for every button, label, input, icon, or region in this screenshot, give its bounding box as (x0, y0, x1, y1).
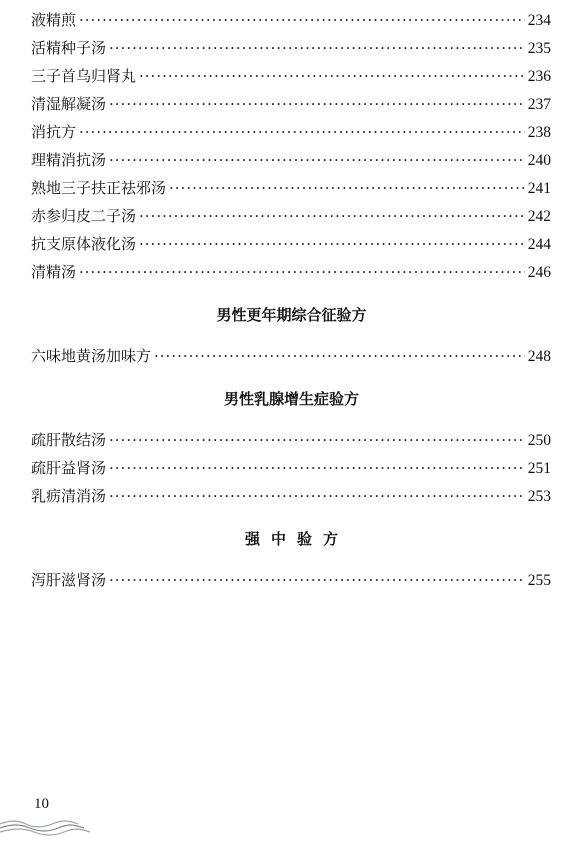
page-number: 10 (34, 796, 49, 812)
toc-entry[interactable] (31, 429, 551, 451)
dot-leader (139, 65, 525, 87)
dot-leader (109, 457, 525, 479)
entry-page: 246 (527, 264, 551, 281)
dot-leader (109, 429, 525, 451)
dot-leader (139, 205, 525, 227)
toc-entry[interactable] (31, 121, 551, 143)
entry-title: 活精种子汤 (31, 39, 107, 57)
entry-page: 248 (527, 348, 551, 365)
toc-entry[interactable] (31, 177, 551, 199)
entry-title: 熟地三子扶正祛邪汤 (31, 179, 167, 197)
entry-title: 抗支原体液化汤 (31, 235, 137, 253)
entry-title: 液精煎 (31, 11, 77, 29)
entry-title: 清精汤 (31, 263, 77, 281)
toc-entry[interactable] (31, 93, 551, 115)
section-heading: 男性乳腺增生症验方 (223, 390, 359, 408)
dot-leader (79, 121, 525, 143)
entry-page: 235 (527, 40, 551, 57)
entry-page: 236 (527, 68, 551, 85)
entry-title: 疏肝散结汤 (31, 431, 107, 449)
toc-entry[interactable] (31, 457, 551, 479)
entry-page: 250 (527, 432, 551, 449)
dot-leader (109, 37, 525, 59)
entry-page: 234 (527, 12, 551, 29)
entry-title: 泻肝滋肾汤 (31, 571, 107, 589)
wave-ornament-icon (0, 818, 90, 838)
section-heading: 男性更年期综合征验方 (216, 306, 367, 324)
toc-entry[interactable] (31, 345, 551, 367)
toc-entry[interactable] (31, 149, 551, 171)
entry-page: 251 (527, 460, 551, 477)
dot-leader (139, 233, 525, 255)
toc-entry[interactable] (31, 233, 551, 255)
entry-page: 237 (527, 96, 551, 113)
dot-leader (79, 261, 525, 283)
dot-leader (109, 569, 525, 591)
entry-title: 理精消抗汤 (31, 151, 107, 169)
entry-title: 三子首乌归肾丸 (31, 67, 137, 85)
entry-title: 清湿解凝汤 (31, 95, 107, 113)
dot-leader (109, 485, 525, 507)
entry-page: 253 (527, 488, 551, 505)
entry-title: 赤参归皮二子汤 (31, 207, 137, 225)
toc-entry[interactable] (31, 569, 551, 591)
entry-page: 255 (527, 572, 551, 589)
toc-entry[interactable] (31, 205, 551, 227)
entry-title: 消抗方 (31, 123, 77, 141)
entry-title: 六味地黄汤加味方 (31, 347, 152, 365)
dot-leader (109, 93, 525, 115)
entry-title: 乳疬清消汤 (31, 487, 107, 505)
toc-entry[interactable] (31, 37, 551, 59)
entry-page: 244 (527, 236, 551, 253)
dot-leader (154, 345, 525, 367)
section-heading: 强中验方 (244, 530, 349, 548)
toc-entry[interactable] (31, 485, 551, 507)
entry-page: 240 (527, 152, 551, 169)
entry-title: 疏肝益肾汤 (31, 459, 107, 477)
toc-entry[interactable] (31, 65, 551, 87)
toc-entry[interactable] (31, 261, 551, 283)
dot-leader (169, 177, 525, 199)
dot-leader (79, 9, 525, 31)
toc-entry[interactable] (31, 9, 551, 31)
dot-leader (109, 149, 525, 171)
entry-page: 238 (527, 124, 551, 141)
entry-page: 242 (527, 208, 551, 225)
entry-page: 241 (527, 180, 551, 197)
